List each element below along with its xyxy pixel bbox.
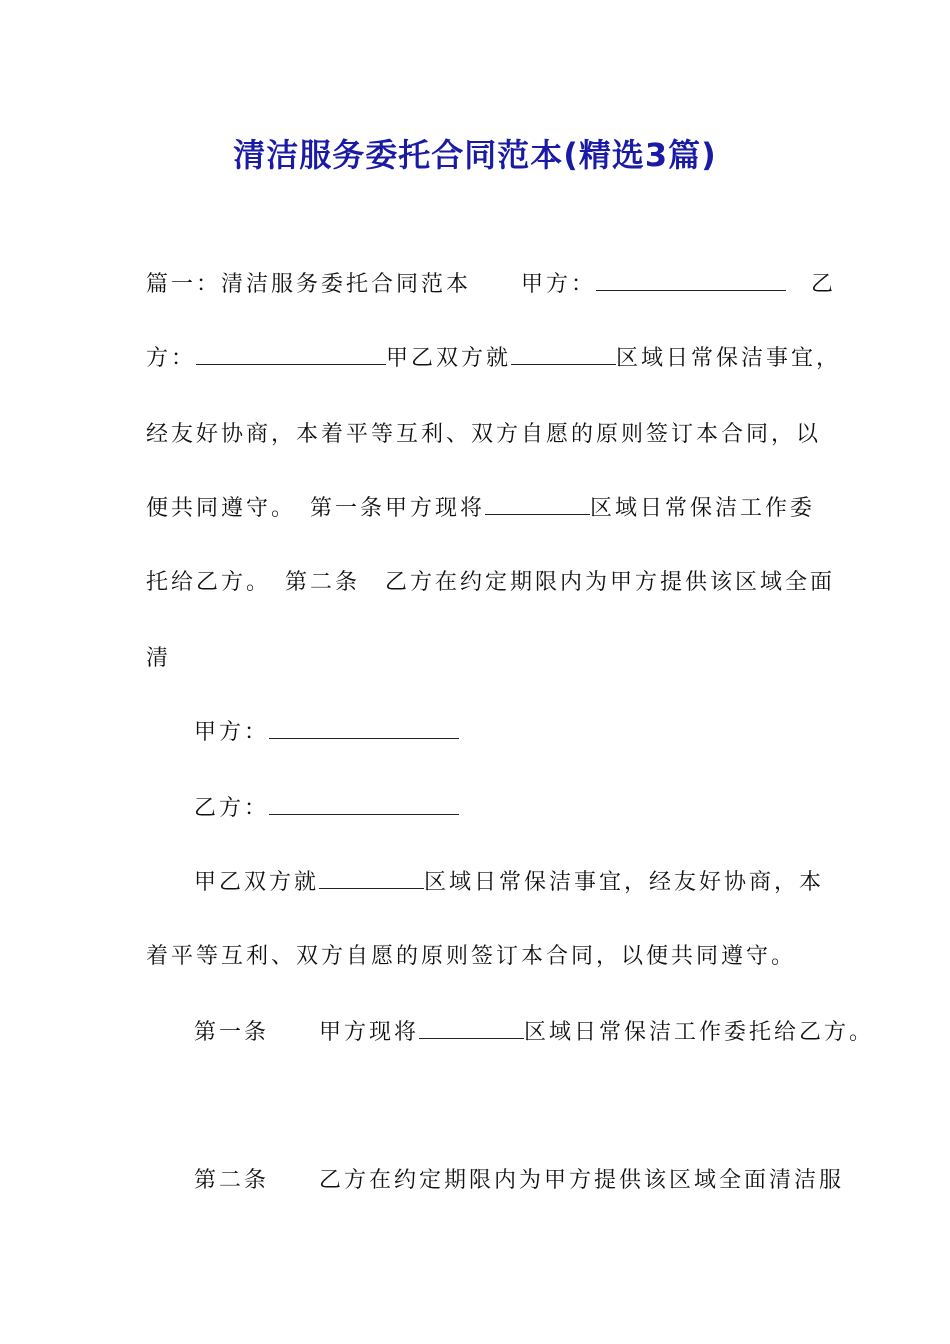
fill-in-blank bbox=[485, 494, 590, 515]
fill-in-blank bbox=[596, 270, 786, 291]
text-segment: 便共同遵守。 第一条甲方现将 bbox=[146, 496, 486, 521]
paragraph-line bbox=[146, 420, 821, 450]
text-segment: 甲方： bbox=[194, 720, 270, 745]
text-segment: 区域日常保洁事宜， bbox=[616, 346, 842, 371]
paragraph-line bbox=[146, 344, 841, 374]
fill-in-blank bbox=[419, 1018, 524, 1039]
article-two-line bbox=[194, 1166, 844, 1196]
text-segment: 清 bbox=[146, 646, 172, 671]
paragraph-line bbox=[146, 644, 171, 674]
text-segment: 乙方： bbox=[194, 796, 270, 821]
paragraph-line bbox=[194, 868, 824, 898]
text-segment: 着平等互利、双方自愿的原则签订本合同，以便共同遵守。 bbox=[146, 944, 797, 969]
document-title: 清洁服务委托合同范本(精选3篇) bbox=[233, 136, 717, 174]
text-segment: 区域日常保洁事宜，经友好协商，本 bbox=[424, 870, 825, 895]
text-segment: 甲乙双方就 bbox=[194, 870, 320, 895]
article-one-line bbox=[194, 1018, 874, 1048]
party-b-line bbox=[194, 794, 459, 824]
text-segment: 区域日常保洁工作委 bbox=[590, 496, 816, 521]
fill-in-blank bbox=[511, 344, 616, 365]
text-segment: 甲乙双方就 bbox=[386, 346, 512, 371]
text-segment: 第二条 乙方在约定期限内为甲方提供该区域全面清洁服 bbox=[194, 1168, 845, 1193]
fill-in-blank bbox=[269, 794, 459, 815]
fill-in-blank bbox=[196, 344, 386, 365]
text-segment: 区域日常保洁工作委托给乙方。 bbox=[524, 1020, 875, 1045]
paragraph-line bbox=[146, 270, 836, 300]
text-segment: 第一条 甲方现将 bbox=[194, 1020, 420, 1045]
text-segment: 乙 bbox=[786, 272, 837, 297]
paragraph-line bbox=[146, 494, 815, 524]
text-segment: 方： bbox=[146, 346, 197, 371]
party-a-line bbox=[194, 718, 459, 748]
text-segment: 经友好协商，本着平等互利、双方自愿的原则签订本合同，以 bbox=[146, 422, 822, 447]
paragraph-line bbox=[146, 568, 835, 598]
paragraph-line bbox=[146, 942, 796, 972]
fill-in-blank bbox=[269, 718, 459, 739]
text-segment: 托给乙方。 第二条 乙方在约定期限内为甲方提供该区域全面 bbox=[146, 570, 836, 595]
fill-in-blank bbox=[319, 868, 424, 889]
text-segment: 篇一：清洁服务委托合同范本 甲方： bbox=[146, 272, 597, 297]
